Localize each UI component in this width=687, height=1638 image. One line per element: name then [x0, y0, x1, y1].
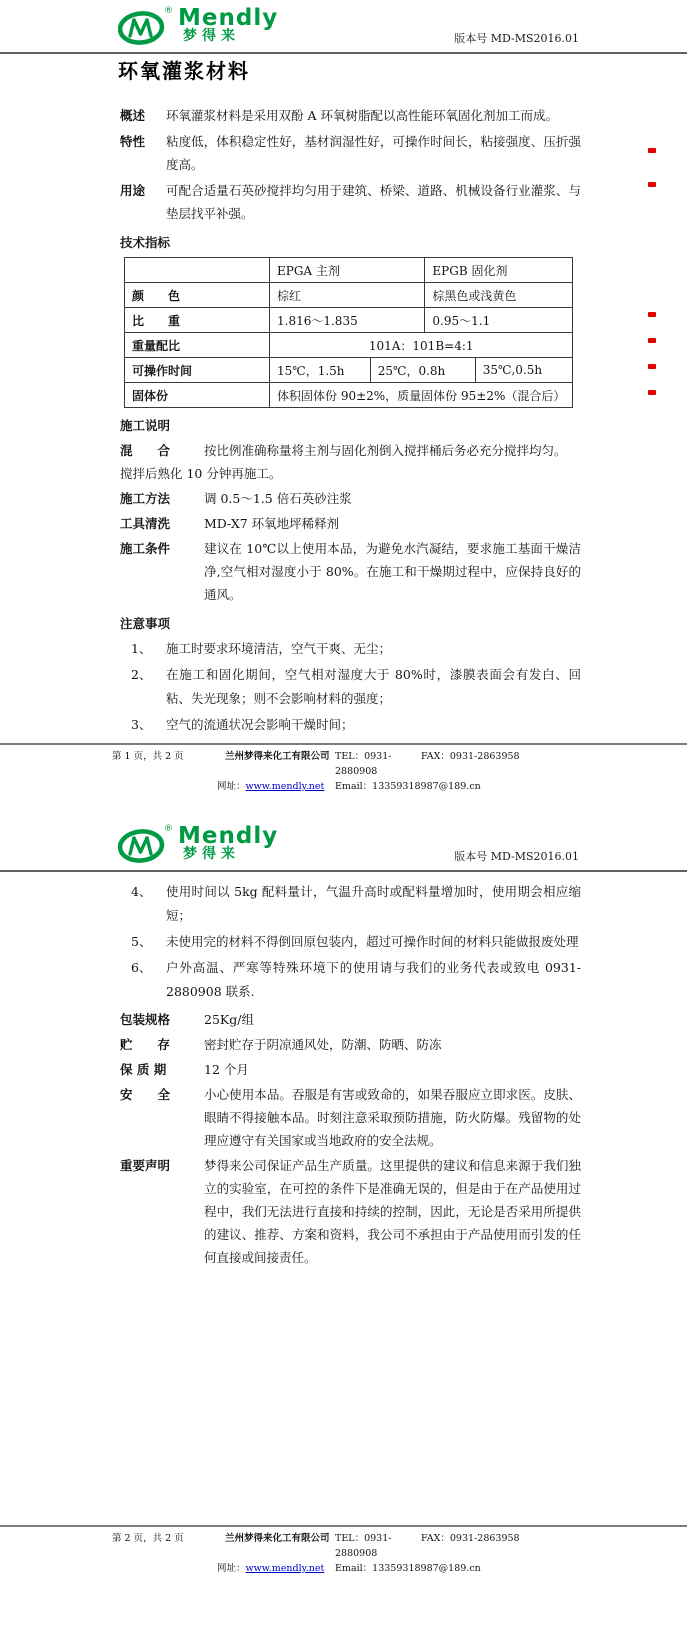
- info-label: 重要声明: [120, 1158, 171, 1173]
- table-cell: 体积固体份 90±2%，质量固体份 95±2%（混合后）: [270, 383, 573, 408]
- table-cell: 1.816～1.835: [270, 308, 425, 333]
- section-text: 粘度低，体积稳定性好，基材润湿性好，可操作时间长，粘接强度、压折强度高。: [166, 134, 581, 172]
- note-number: 3、: [131, 717, 152, 732]
- footer-website: [217, 779, 335, 794]
- note-number: 5、: [131, 934, 152, 949]
- table-cell: 比 重: [125, 308, 270, 333]
- revision-mark: [648, 182, 656, 187]
- page1-footer: [0, 743, 687, 796]
- page2-header: [0, 818, 687, 872]
- info-text: 小心使用本品。吞服是有害或致命的，如果吞服应立即求医。皮肤、眼睛不得接触本品。时刻注意采取预防措施，防火防爆。残留物的处理应遵守有关国家或当地政府的安全法规。: [204, 1087, 581, 1148]
- table-row-gravity: [125, 308, 573, 333]
- footer-tel: TEL：0931-2880908: [335, 1533, 392, 1559]
- website-link[interactable]: www.mendly.net: [245, 1563, 325, 1574]
- note-item-1: [120, 637, 581, 661]
- table-cell: 棕红: [270, 283, 425, 308]
- note-number: 1、: [131, 641, 152, 656]
- brand-name-cn: 梦得来: [183, 846, 240, 862]
- registered-mark: ®: [164, 824, 173, 834]
- item-text: MD-X7 环氧地坪稀释剂: [204, 516, 340, 531]
- table-cell: 101A：101B=4:1: [270, 333, 573, 358]
- page2-footer: [0, 1525, 687, 1578]
- info-storage: [120, 1033, 581, 1056]
- mendly-logo-icon: [118, 7, 166, 47]
- table-cell: 0.95～1.1: [425, 308, 573, 333]
- info-label: 贮 存: [120, 1037, 171, 1052]
- note-text: 在施工和固化期间，空气相对湿度大于 80%时，漆膜表面会有发白、回粘、失光现象；则不会影响材料的强度；: [166, 667, 581, 706]
- info-text: 12 个月: [204, 1062, 249, 1077]
- note-item-2: [120, 663, 581, 711]
- note-item-4: [120, 880, 581, 928]
- page-number: 第 1 页，共 2 页: [112, 751, 184, 762]
- info-text: 梦得来公司保证产品生产质量。这里提供的建议和信息来源于我们独立的实验室，在可控的条件下是准确无误的，但是由于在产品使用过程中，我们无法进行直接和持续的控制，因此，无论是否采用所提供的建议、推荐、方案和资料，我公司不承担由于产品使用而引发的任何直接或间接责任。: [204, 1158, 581, 1265]
- note-item-3: [120, 713, 581, 737]
- construction-mixing-cont: 搅拌后熟化 10 分钟再施工。: [120, 466, 282, 481]
- section-overview: [120, 104, 581, 127]
- table-cell: 35℃,0.5h: [475, 358, 573, 383]
- page-1: [0, 0, 687, 796]
- revision-mark: [648, 390, 656, 395]
- section-text: 环氧灌浆材料是采用双酚 A 环氧树脂配以高性能环氧固化剂加工而成。: [166, 108, 558, 123]
- table-cell: 颜 色: [125, 283, 270, 308]
- company-name: 兰州梦得来化工有限公司: [225, 751, 330, 762]
- version-label: 版本号 MD-MS2016.01: [454, 32, 579, 45]
- blank-area: [0, 1269, 687, 1519]
- notes-heading: 注意事项: [120, 616, 171, 631]
- item-text: 调 0.5～1.5 倍石英砂注浆: [204, 491, 352, 506]
- company-name: 兰州梦得来化工有限公司: [225, 1533, 330, 1544]
- page1-content: [0, 104, 687, 737]
- website-link[interactable]: www.mendly.net: [245, 781, 325, 792]
- table-cell: 固体份: [125, 383, 270, 408]
- item-label: 工具清洗: [120, 516, 171, 531]
- construction-heading: 施工说明: [120, 418, 171, 433]
- construction-condition: [120, 537, 581, 606]
- section-label: 概述: [120, 108, 146, 123]
- revision-mark: [648, 338, 656, 343]
- note-text: 使用时间以 5kg 配料量计，气温升高时或配料量增加时，使用期会相应缩短；: [166, 884, 581, 923]
- construction-method: [120, 487, 581, 510]
- page-2: [0, 818, 687, 1578]
- mendly-logo-icon: [118, 825, 166, 865]
- page1-header: [0, 0, 687, 54]
- info-label: 安 全: [120, 1087, 171, 1102]
- page-title: 环氧灌浆材料: [118, 59, 250, 83]
- info-label: 保 质 期: [120, 1062, 167, 1077]
- table-cell: 棕黑色或浅黄色: [425, 283, 573, 308]
- item-label: 施工方法: [120, 491, 171, 506]
- version-label: 版本号 MD-MS2016.01: [454, 850, 579, 863]
- table-cell: 15℃，1.5h: [270, 358, 371, 383]
- footer-fax: FAX：0931-2863958: [421, 1533, 520, 1544]
- table-row-solids: [125, 383, 573, 408]
- revision-mark: [648, 364, 656, 369]
- note-number: 4、: [131, 884, 152, 899]
- brand-name-cn: 梦得来: [183, 28, 240, 44]
- table-row-color: [125, 283, 573, 308]
- section-label: 特性: [120, 134, 146, 149]
- table-cell: 重量配比: [125, 333, 270, 358]
- tech-spec-heading: 技术指标: [120, 235, 171, 250]
- item-text: 按比例准确称量将主剂与固化剂倒入搅拌桶后务必充分搅拌均匀。: [204, 443, 567, 458]
- brand-name-en: Mendly: [178, 5, 279, 31]
- note-number: 2、: [131, 667, 152, 682]
- table-cell: 可操作时间: [125, 358, 270, 383]
- section-usage: [120, 179, 581, 225]
- footer-website: [217, 1561, 335, 1576]
- tech-spec-table: [124, 257, 573, 408]
- info-shelf-life: [120, 1058, 581, 1081]
- construction-cleaning: [120, 512, 581, 535]
- info-text: 25Kg/组: [204, 1012, 254, 1027]
- info-packaging: [120, 1008, 581, 1031]
- table-row-worktime: [125, 358, 573, 383]
- table-cell-epga: EPGA 主剂: [270, 258, 425, 283]
- table-cell-epgb: EPGB 固化剂: [425, 258, 573, 283]
- footer-email: Email：13359318987@189.cn: [335, 1563, 481, 1574]
- registered-mark: ®: [164, 6, 173, 16]
- construction-mixing: [120, 439, 581, 462]
- table-row-header: [125, 258, 573, 283]
- page2-content: [0, 872, 687, 1269]
- mendly-logo: [118, 825, 278, 865]
- footer-tel: TEL：0931-2880908: [335, 751, 392, 777]
- note-text: 未使用完的材料不得倒回原包装内，超过可操作时间的材料只能做报废处理: [166, 934, 579, 949]
- revision-mark: [648, 148, 656, 153]
- info-label: 包装规格: [120, 1012, 171, 1027]
- revision-mark: [648, 312, 656, 317]
- table-row-ratio: [125, 333, 573, 358]
- note-number: 6、: [131, 960, 152, 975]
- section-features: [120, 130, 581, 176]
- mendly-logo: [118, 7, 278, 47]
- website-label: 网址：: [217, 1563, 246, 1574]
- section-label: 用途: [120, 183, 146, 198]
- website-label: 网址：: [217, 781, 246, 792]
- note-text: 空气的流通状况会影响干燥时间；: [166, 717, 354, 732]
- table-cell: [125, 258, 270, 283]
- note-item-5: [120, 930, 581, 954]
- table-cell: 25℃，0.8h: [370, 358, 475, 383]
- note-text: 户外高温、严寒等特殊环境下的使用请与我们的业务代表或致电 0931-2880908 联系.: [166, 960, 581, 999]
- item-label: 施工条件: [120, 541, 171, 556]
- page-number: 第 2 页，共 2 页: [112, 1533, 184, 1544]
- info-text: 密封贮存于阴凉通风处，防潮、防晒、防冻: [204, 1037, 442, 1052]
- info-disclaimer: [120, 1154, 581, 1269]
- note-item-6: [120, 956, 581, 1004]
- note-text: 施工时要求环境清洁，空气干爽、无尘；: [166, 641, 392, 656]
- item-text: 建议在 10℃以上使用本品，为避免水汽凝结，要求施工基面干燥洁净,空气相对湿度小于 80%。在施工和干燥期过程中，应保持良好的通风。: [204, 541, 581, 602]
- footer-email: Email：13359318987@189.cn: [335, 781, 481, 792]
- brand-name-en: Mendly: [178, 823, 279, 849]
- info-safety: [120, 1083, 581, 1152]
- section-text: 可配合适量石英砂搅拌均匀用于建筑、桥梁、道路、机械设备行业灌浆、与垫层找平补强。: [166, 183, 581, 221]
- item-label: 混 合: [120, 443, 171, 458]
- footer-fax: FAX：0931-2863958: [421, 751, 520, 762]
